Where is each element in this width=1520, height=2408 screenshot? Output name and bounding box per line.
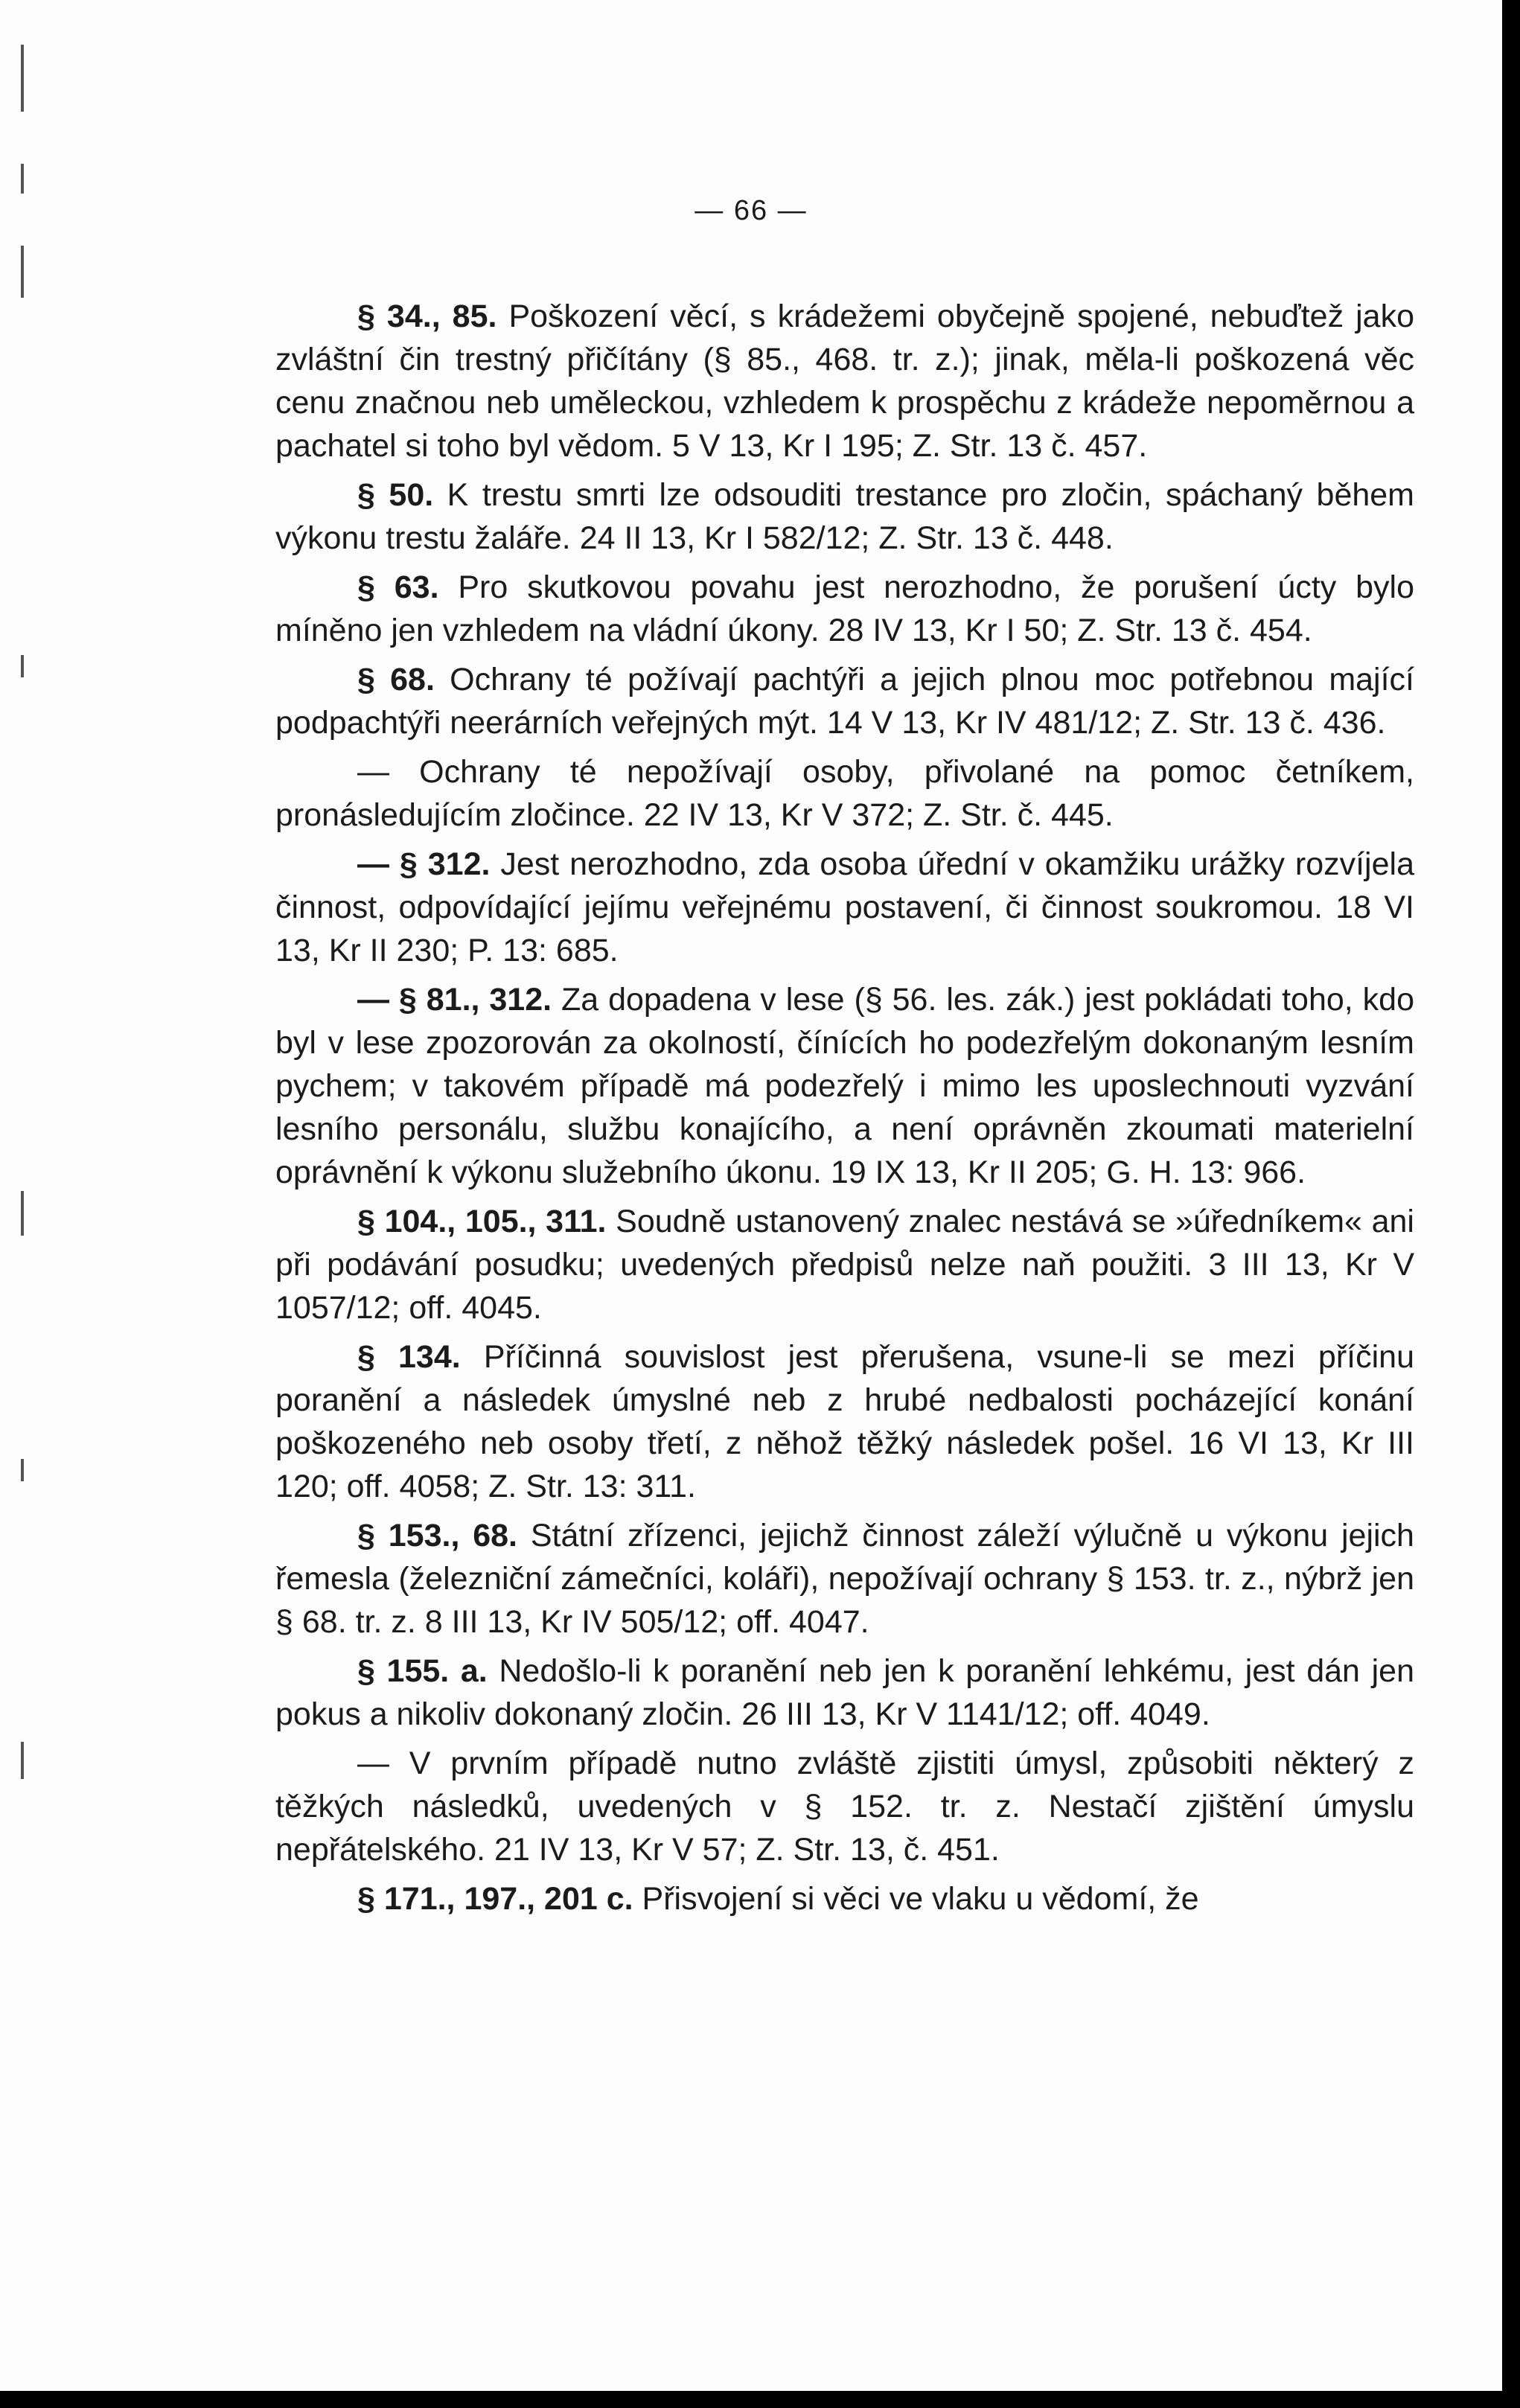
paragraph-text: — Ochrany té nepožívají osoby, přivolané na pomoc četníkem, pronásledujícím zločince. 22 IV 13, Kr V 372; Z. Str. č. 445.: [275, 754, 1414, 833]
paragraph-text: Poškození věcí, s krádežemi obyčejně spojené, nebuďtež jako zvláštní čin trestný přičítány (§ 85., 468. tr. z.); jinak, měla-li poškozená věc cenu značnou neb uměleckou, vzhledem k prospěchu z krádeže nepoměrnou a pachatel si toho byl vědom. 5 V 13, Kr I 195; Z. Str. 13 č. 457.: [275, 298, 1414, 464]
page-number: — 66 —: [694, 195, 808, 226]
paragraph-text: K trestu smrti lze odsouditi trestance pro zločin, spáchaný během výkonu trestu žaláře. 24 II 13, Kr I 582/12; Z. Str. 13 č. 448.: [275, 477, 1415, 556]
paragraph: [275, 1649, 1414, 1736]
paragraph-text: Soudně ustanovený znalec nestává se »úředníkem« ani při podávání posudku; uvedených předpisů nelze naň použiti. 3 III 13, Kr V 1057/12; off. 4045.: [275, 1204, 1414, 1326]
paragraph: [275, 658, 1414, 744]
scan-edge-marks: [21, 45, 25, 1831]
section-reference: — § 81., 312.: [357, 982, 552, 1018]
body-text: [275, 295, 1414, 1926]
paragraph: [275, 750, 1414, 837]
paragraph: [275, 1742, 1414, 1871]
paragraph: [275, 566, 1414, 652]
paragraph-text: Přisvojení si věci ve vlaku u vědomí, že: [633, 1881, 1199, 1917]
section-reference: § 171., 197., 201 c.: [357, 1881, 633, 1917]
paragraph: [275, 1877, 1414, 1920]
paragraph: [275, 843, 1414, 972]
section-reference: § 63.: [357, 569, 439, 605]
section-reference: § 68.: [357, 662, 435, 697]
paragraph-text: Státní zřízenci, jejichž činnost záleží výlučně u výkonu jejich řemesla (železniční zámečníci, koláři), nepožívají ochrany § 153. tr. z., nýbrž jen § 68. tr. z. 8 III 13, Kr IV 505/12; off. 4047.: [275, 1518, 1414, 1640]
paragraph: [275, 1514, 1414, 1644]
section-reference: § 153., 68.: [357, 1518, 517, 1553]
section-reference: § 50.: [357, 477, 434, 513]
section-reference: § 104., 105., 311.: [357, 1204, 607, 1239]
section-reference: § 134.: [357, 1339, 461, 1375]
paragraph: [275, 473, 1414, 560]
paragraph-text: Pro skutkovou povahu jest nerozhodno, že porušení úcty bylo míněno jen vzhledem na vládní úkony. 28 IV 13, Kr I 50; Z. Str. 13 č. 454.: [275, 569, 1414, 648]
paragraph: [275, 1200, 1414, 1329]
paragraph: [275, 1335, 1414, 1508]
paragraph: [275, 978, 1414, 1194]
paragraph-text: Jest nerozhodno, zda osoba úřední v okamžiku urážky rozvíjela činnost, odpovídající jejímu veřejnému postavení, či činnost soukromou. 18 VI 13, Kr II 230; P. 13: 685.: [275, 846, 1414, 968]
paragraph: [275, 295, 1414, 467]
paragraph-text: Za dopadena v lese (§ 56. les. zák.) jest pokládati toho, kdo byl v lese zpozorován za okolností, čínících ho podezřelým dokonaným lesním pychem; v takovém případě má podezřelý i mimo les uposlechnouti vyzvání lesního personálu, službu konajícího, a není oprávněn zkoumati materielní oprávnění k výkonu služebního úkonu. 19 IX 13, Kr II 205; G. H. 13: 966.: [275, 982, 1414, 1190]
paragraph-text: — V prvním případě nutno zvláště zjistiti úmysl, způsobiti některý z těžkých následků, uvedených v § 152. tr. z. Nestačí zjištění úmyslu nepřátelského. 21 IV 13, Kr V 57; Z. Str. 13, č. 451.: [275, 1746, 1414, 1868]
paragraph-text: Příčinná souvislost jest přerušena, vsune-li se mezi příčinu poranění a následek úmyslné neb z hrubé nedbalosti pocházející konání poškozeného neb osoby třetí, z něhož těžký následek pošel. 16 VI 13, Kr III 120; off. 4058; Z. Str. 13: 311.: [275, 1339, 1414, 1504]
section-reference: § 155. a.: [357, 1653, 488, 1689]
paragraph-text: Nedošlo-li k poranění neb jen k poranění lehkému, jest dán jen pokus a nikoliv dokonaný zločin. 26 III 13, Kr V 1141/12; off. 4049.: [275, 1653, 1414, 1732]
section-reference: § 34., 85.: [357, 298, 497, 334]
paragraph-text: Ochrany té požívají pachtýři a jejich plnou moc potřebnou mající podpachtýři neerárních veřejných mýt. 14 V 13, Kr IV 481/12; Z. Str. 13 č. 436.: [275, 662, 1414, 741]
section-reference: — § 312.: [357, 846, 491, 882]
